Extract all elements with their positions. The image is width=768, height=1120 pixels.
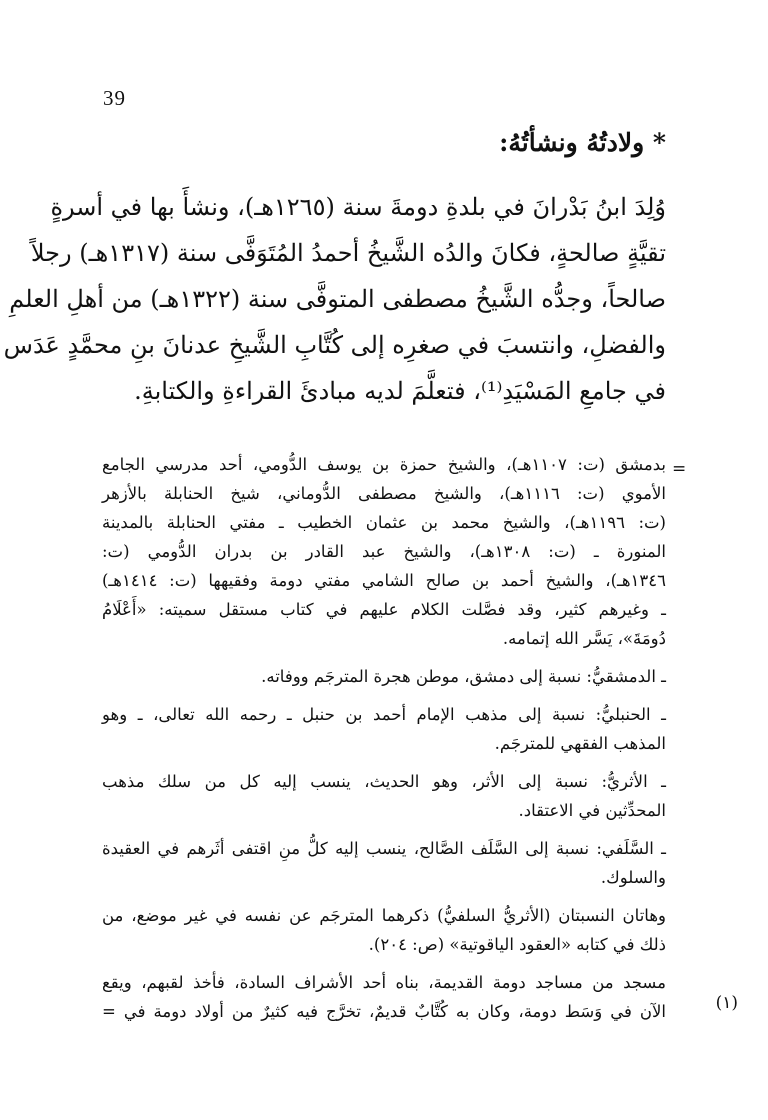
footnote-line: المحدِّثين في الاعتقاد.	[518, 801, 666, 820]
footnote-line: وهاتان النسبتان (الأثريُّ السلفيُّ) ذكرهما المترجَم عن نفسه في غير موضع، من	[102, 906, 666, 925]
footnote-spacer	[102, 691, 666, 700]
footnote-continuation-marker: =	[672, 459, 687, 479]
definition-athari	[102, 767, 666, 825]
footnote-line: ـ الحنبليُّ: نسبة إلى مذهب الإمام أحمد بن حنبل ـ رحمه الله تعالى، ـ وهو	[102, 705, 666, 724]
footnote-spacer	[102, 825, 666, 834]
footnote-line: بدمشق (ت: ١١٠٧هـ)، والشيخ حمزة بن يوسف الدُّومي، أحد مدرسي الجامع	[102, 455, 667, 474]
footnotes-section	[102, 450, 666, 1026]
definition-salafi	[102, 834, 666, 892]
main-paragraph	[3, 184, 666, 414]
footnote-line: الآن في وَسَط دومة، وكان به كُتَّابٌ قديمٌ، تخرَّج فيه كثيرٌ من أولاد دومة في =	[102, 1002, 666, 1021]
body-line: تقيَّةٍ صالحةٍ، فكانَ والدُه الشَّيخُ أحمدُ المُتَوَفَّى سنة (١٣١٧هـ) رجلاً	[30, 239, 666, 267]
footnote-line: ١٣٤٦هـ)، والشيخ أحمد بن صالح الشامي مفتي دومة وفقيهها (ت: ١٤١٤هـ)	[102, 571, 666, 590]
body-line: صالحاً، وجدُّه الشَّيخُ مصطفى المتوفَّى سنة (١٣٢٢هـ) من أهلِ العلمِ	[9, 285, 666, 313]
footnote-continuation	[102, 450, 666, 653]
footnote-line: (ت: ١١٩٦هـ)، والشيخ محمد بن عثمان الخطيب ـ مفتي الحنابلة بالمدينة	[102, 513, 666, 532]
definition-hanbali	[102, 700, 666, 758]
body-line: وُلِدَ ابنُ بَدْرانَ في بلدةِ دومةَ سنة (١٢٦٥هـ)، ونشأَ بها في أسرةٍ	[50, 193, 666, 221]
body-line: والفضلِ، وانتسبَ في صغرِه إلى كُتَّابِ الشَّيخِ عدنانَ بنِ محمَّدٍ عَدَس	[3, 331, 666, 359]
page-number: 39	[103, 86, 126, 110]
footnote-line: دُومَةَ»، يَسَّر الله إتمامه.	[502, 629, 666, 648]
footnote-spacer	[102, 892, 666, 901]
footnote-line: ذلك في كتابه «العقود الياقوتية» (ص: ٢٠٤).	[368, 935, 666, 954]
footnote-line: مسجد من مساجد دومة القديمة، بناه أحد الأشراف السادة، فأخذ لقبهم، ويقع	[102, 973, 666, 992]
footnote-spacer	[102, 653, 666, 662]
footnote-number: (١)	[715, 993, 738, 1013]
footnote-line: ـ الأثريُّ: نسبة إلى الأثر، وهو الحديث، ينسب إليه كل من سلك مذهب	[102, 772, 666, 791]
section-heading: * ولادتُهُ ونشأتُهُ:	[499, 128, 666, 157]
footnote-1	[102, 968, 666, 1026]
definition-damascene	[102, 662, 666, 691]
footnote-line: الأموي (ت: ١١١٦هـ)، والشيخ مصطفى الدُّوماني، شيخ الحنابلة بالأزهر	[102, 484, 666, 503]
footnote-line: ـ الدمشقيُّ: نسبة إلى دمشق، موطن هجرة المترجَم ووفاته.	[261, 667, 666, 686]
footnote-line: ـ السَّلَفي: نسبة إلى السَّلَف الصَّالح، ينسب إليه كلُّ منِ اقتفى أثَرهم في العقيدة	[102, 839, 666, 858]
footnote-line: المنورة ـ (ت: ١٣٠٨هـ)، والشيخ عبد القادر بن بدران الدُّومي (ت:	[102, 542, 666, 561]
footnote-line: المذهب الفقهي للمترجَم.	[494, 734, 666, 753]
definition-note	[102, 901, 666, 959]
footnote-line: والسلوك.	[600, 868, 666, 887]
body-line: في جامعِ المَسْيَدِ⁽¹⁾، فتعلَّمَ لديه مبادئَ القراءةِ والكتابةِ.	[134, 377, 666, 405]
footnote-line: ـ وغيرهم كثير، وقد فصَّلت الكلام عليهم في كتاب مستقل سميته: «أَعْلَامُ	[102, 600, 666, 619]
footnote-spacer	[102, 959, 666, 968]
footnote-spacer	[102, 758, 666, 767]
